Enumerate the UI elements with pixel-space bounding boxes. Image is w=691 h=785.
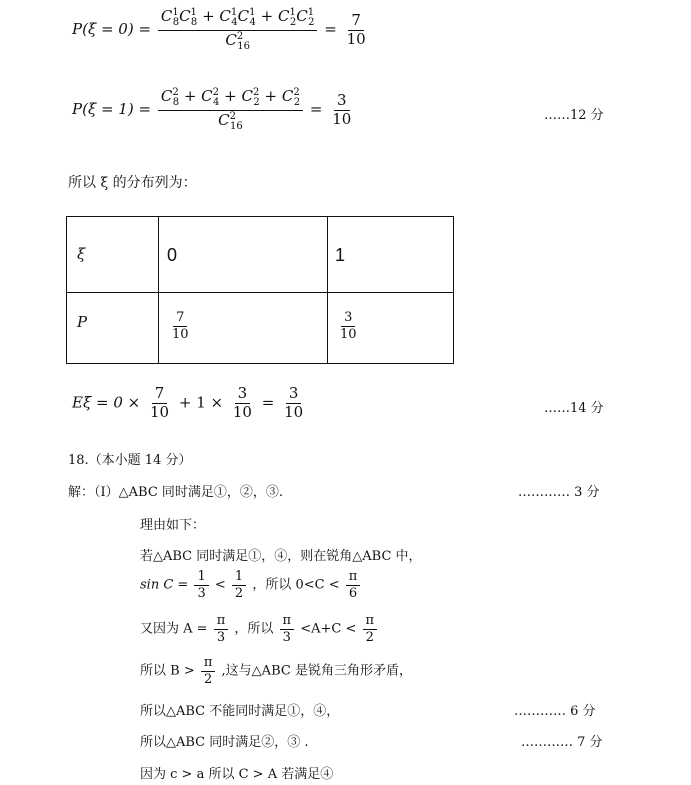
solution-line-9: 因为 c > a 所以 C > A 若满足④ [140, 767, 334, 782]
table-p-label: P [77, 313, 88, 331]
table-header-0: 0 [167, 245, 178, 265]
p0-result-num: 7 [348, 13, 364, 31]
solution-line-7: 所以△ABC 不能同时满足①，④， [140, 704, 340, 719]
p0-denominator: $C^2_{16}$ [225, 30, 250, 52]
score-3: ………… 3 分 [518, 485, 600, 500]
score-7: ………… 7 分 [521, 735, 603, 750]
p1-equals: = [309, 100, 323, 118]
p1-fraction [158, 88, 303, 132]
distribution-label: 所以 ξ 的分布列为： [68, 175, 197, 191]
solution-line-6: 所以 B > $\frac{\pi}{2}$ ,这与△ABC 是锐角三角形矛盾， [140, 655, 412, 687]
solution-line-4: sin C = $\frac{1}{3}$ < $\frac{1}{2}$ ，所以 0<C < $\frac{\pi}{6}$ [140, 570, 362, 600]
distribution-table [66, 216, 454, 364]
p1-result [329, 90, 354, 128]
p0-result [344, 10, 369, 48]
table-header-1: 1 [335, 245, 346, 265]
p1-result-num: 3 [334, 93, 350, 111]
p1-lhs: P(ξ = 1) = [72, 100, 152, 118]
solution-line-5: 又因为 A = $\frac{\pi}{3}$ ，所以 $\frac{\pi}{3}$ <A+C < $\frac{\pi}{2}$ [140, 614, 379, 644]
question-18-header: 18.（本小题 14 分） [68, 453, 192, 468]
p1-denominator: $C^2_{16}$ [218, 110, 243, 132]
score-12: ……12 分 [544, 108, 604, 123]
p0-result-den: 10 [346, 29, 366, 48]
p0-equals: = [324, 20, 337, 38]
solution-line-1: 解：（Ⅰ）△ABC 同时满足①，②，③. [68, 485, 284, 500]
expectation-formula: Eξ = 0 × $\frac{7}{10}$ + 1 × $\frac{3}{10}$ = $\frac{3}{10}$ [72, 384, 304, 421]
expect-lhs: Eξ = 0 × [72, 393, 141, 412]
p1-numerator: $C^2_8 + C^2_4 + C^2_2 + C^2_2$ [158, 88, 303, 111]
score-14: ……14 分 [544, 401, 604, 416]
expect-mid: + 1 × [178, 393, 224, 412]
solution-line-3: 若△ABC 同时满足①，④，则在锐角△ABC 中， [140, 549, 422, 564]
table-header-xi: ξ [77, 245, 86, 263]
formula-p0 [72, 8, 371, 52]
p0-fraction [158, 8, 318, 52]
solution-line-8: 所以△ABC 同时满足②，③ . [140, 735, 309, 750]
table-p1: $\frac{3}{10}$ [340, 310, 357, 342]
table-p0: $\frac{7}{10}$ [172, 310, 189, 342]
p0-lhs: P(ξ = 0) = [72, 20, 152, 38]
score-6: ………… 6 分 [514, 704, 596, 719]
reason-label: 理由如下： [140, 518, 206, 533]
p1-result-den: 10 [332, 109, 352, 128]
formula-p1 [72, 88, 356, 132]
p0-numerator: $C^1_8C^1_8 + C^1_4C^1_4 + C^1_2C^1_2$ [158, 8, 318, 31]
